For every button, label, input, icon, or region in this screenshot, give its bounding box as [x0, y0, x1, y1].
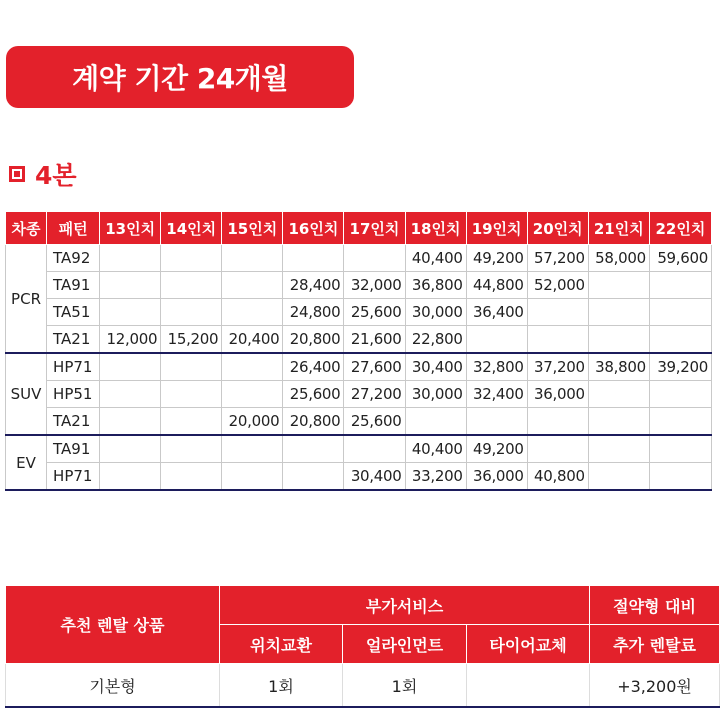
alignment-count: 1회: [343, 664, 467, 708]
column-header: 14인치: [161, 212, 222, 245]
column-header: 13인치: [100, 212, 161, 245]
price-cell: [222, 299, 283, 326]
price-cell: [466, 408, 527, 436]
pattern-cell: TA92: [47, 245, 100, 272]
price-cell: [527, 408, 588, 436]
price-cell: [649, 326, 711, 354]
price-cell: [161, 299, 222, 326]
price-cell: 40,400: [405, 245, 466, 272]
price-cell: 25,600: [344, 408, 405, 436]
price-table: [5, 211, 712, 491]
price-cell: 20,400: [222, 326, 283, 354]
price-cell: [222, 353, 283, 381]
price-cell: 22,800: [405, 326, 466, 354]
price-cell: [588, 435, 649, 463]
price-cell: 15,200: [161, 326, 222, 354]
price-cell: [222, 272, 283, 299]
price-cell: [649, 408, 711, 436]
contract-period-banner: [6, 46, 354, 108]
price-cell: 21,600: [344, 326, 405, 354]
price-cell: [222, 435, 283, 463]
price-cell: [344, 245, 405, 272]
price-cell: [222, 463, 283, 491]
product-header-row-1: [6, 586, 720, 625]
price-cell: 38,800: [588, 353, 649, 381]
price-cell: 32,800: [466, 353, 527, 381]
price-cell: [100, 245, 161, 272]
price-cell: [588, 299, 649, 326]
price-cell: [283, 463, 344, 491]
price-cell: [649, 463, 711, 491]
price-cell: [588, 326, 649, 354]
pattern-cell: TA51: [47, 299, 100, 326]
price-cell: 30,400: [405, 353, 466, 381]
price-cell: [344, 435, 405, 463]
price-cell: 32,000: [344, 272, 405, 299]
price-cell: 39,200: [649, 353, 711, 381]
column-header: 차종: [6, 212, 47, 245]
product-table: [5, 585, 720, 708]
table-row: [6, 326, 712, 354]
price-cell: 25,600: [344, 299, 405, 326]
price-cell: 20,000: [222, 408, 283, 436]
product-name: 기본형: [6, 664, 220, 708]
pattern-cell: HP71: [47, 353, 100, 381]
price-cell: [100, 463, 161, 491]
price-cell: 30,000: [405, 381, 466, 408]
price-cell: 36,800: [405, 272, 466, 299]
pattern-cell: HP51: [47, 381, 100, 408]
price-cell: [405, 408, 466, 436]
price-cell: [100, 272, 161, 299]
table-row: [6, 272, 712, 299]
price-cell: [649, 272, 711, 299]
price-cell: [161, 353, 222, 381]
section-title-text: 4본: [35, 161, 77, 190]
price-cell: 36,000: [466, 463, 527, 491]
price-cell: 36,400: [466, 299, 527, 326]
price-cell: [588, 408, 649, 436]
price-cell: [161, 272, 222, 299]
header-vs-economy: 절약형 대비: [590, 586, 720, 625]
table-row: [6, 299, 712, 326]
price-cell: [588, 272, 649, 299]
price-cell: 27,600: [344, 353, 405, 381]
section-heading: [9, 158, 77, 190]
price-cell: 25,600: [283, 381, 344, 408]
price-cell: [161, 245, 222, 272]
header-tire-replace: 타이어교체: [467, 625, 590, 664]
price-cell: 44,800: [466, 272, 527, 299]
table-row: [6, 435, 712, 463]
header-extra-fee: 추가 렌탈료: [590, 625, 720, 664]
column-header: 17인치: [344, 212, 405, 245]
price-cell: 37,200: [527, 353, 588, 381]
price-cell: [527, 299, 588, 326]
price-cell: [527, 435, 588, 463]
price-cell: [466, 326, 527, 354]
price-cell: 33,200: [405, 463, 466, 491]
price-cell: [222, 381, 283, 408]
price-cell: [100, 381, 161, 408]
price-cell: 52,000: [527, 272, 588, 299]
pattern-cell: TA21: [47, 326, 100, 354]
price-cell: 59,600: [649, 245, 711, 272]
tire-replace-count: [467, 664, 590, 708]
vehicle-category-cell: EV: [6, 435, 47, 490]
square-bullet-icon: [9, 166, 25, 182]
column-header: 16인치: [283, 212, 344, 245]
price-cell: 12,000: [100, 326, 161, 354]
header-location-swap: 위치교환: [220, 625, 343, 664]
price-cell: [161, 381, 222, 408]
location-swap-count: 1회: [220, 664, 343, 708]
price-cell: 26,400: [283, 353, 344, 381]
price-cell: [100, 435, 161, 463]
price-cell: 28,400: [283, 272, 344, 299]
price-cell: [100, 408, 161, 436]
price-cell: [649, 435, 711, 463]
price-cell: 49,200: [466, 435, 527, 463]
table-row: [6, 381, 712, 408]
price-cell: [283, 245, 344, 272]
column-header: 15인치: [222, 212, 283, 245]
column-header: 22인치: [649, 212, 711, 245]
price-cell: 36,000: [527, 381, 588, 408]
price-cell: 30,400: [344, 463, 405, 491]
price-cell: 27,200: [344, 381, 405, 408]
product-row: [6, 664, 720, 708]
price-cell: [527, 326, 588, 354]
column-header: 패턴: [47, 212, 100, 245]
price-cell: 40,800: [527, 463, 588, 491]
column-header: 19인치: [466, 212, 527, 245]
price-cell: [161, 408, 222, 436]
pattern-cell: TA91: [47, 435, 100, 463]
price-cell: [161, 463, 222, 491]
price-cell: 32,400: [466, 381, 527, 408]
header-alignment: 얼라인먼트: [343, 625, 467, 664]
column-header: 21인치: [588, 212, 649, 245]
price-table-body: [6, 245, 712, 491]
extra-fee-value: +3,200원: [590, 664, 720, 708]
header-recommended-product: 추천 렌탈 상품: [6, 586, 220, 664]
vehicle-category-cell: SUV: [6, 353, 47, 435]
price-cell: [161, 435, 222, 463]
banner-title: 계약 기간 24개월: [72, 62, 288, 95]
price-cell: [649, 299, 711, 326]
pattern-cell: TA91: [47, 272, 100, 299]
price-cell: [283, 435, 344, 463]
price-cell: 49,200: [466, 245, 527, 272]
price-cell: [588, 381, 649, 408]
price-cell: [588, 463, 649, 491]
vehicle-category-cell: PCR: [6, 245, 47, 354]
price-cell: 20,800: [283, 408, 344, 436]
price-cell: [222, 245, 283, 272]
price-cell: 24,800: [283, 299, 344, 326]
table-row: [6, 245, 712, 272]
price-cell: [100, 353, 161, 381]
price-cell: 58,000: [588, 245, 649, 272]
pattern-cell: TA21: [47, 408, 100, 436]
price-cell: [649, 381, 711, 408]
price-cell: 57,200: [527, 245, 588, 272]
price-cell: 40,400: [405, 435, 466, 463]
header-additional-services: 부가서비스: [220, 586, 590, 625]
column-header: 18인치: [405, 212, 466, 245]
table-row: [6, 463, 712, 491]
column-header: 20인치: [527, 212, 588, 245]
table-row: [6, 408, 712, 436]
pattern-cell: HP71: [47, 463, 100, 491]
price-cell: 20,800: [283, 326, 344, 354]
price-table-header-row: [6, 212, 712, 245]
price-cell: [100, 299, 161, 326]
price-cell: 30,000: [405, 299, 466, 326]
table-row: [6, 353, 712, 381]
